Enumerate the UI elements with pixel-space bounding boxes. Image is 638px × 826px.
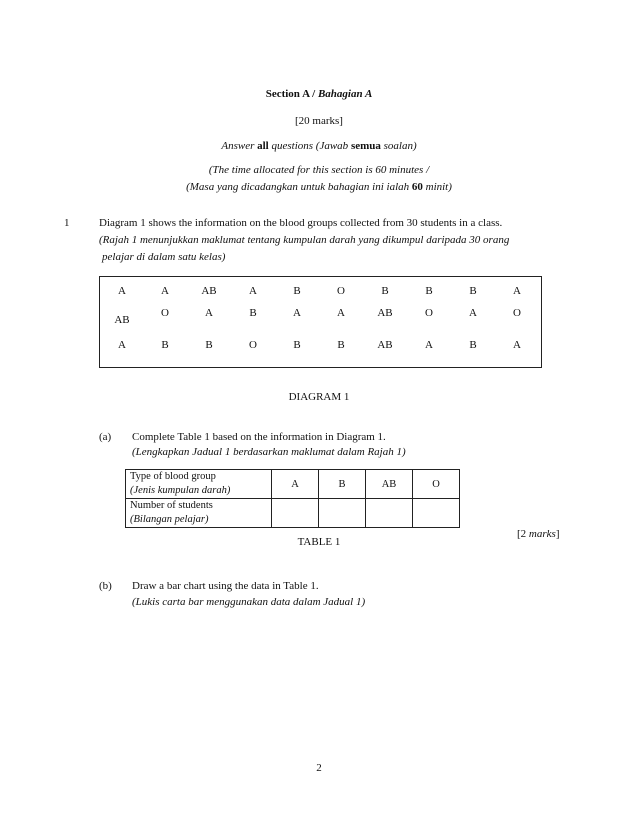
diagram-caption: DIAGRAM 1 [288,391,350,403]
time-en-text: (The time allocated for this section is 60 minutes / [208,164,430,176]
diagram-cell: A [118,339,126,351]
diagram-cell: AB [377,339,393,351]
instruction-semua: semua [350,140,381,152]
marks-word: marks [528,528,556,540]
part-b-text-ms [132,596,365,608]
diagram-cell: AB [201,285,217,297]
part-a-text-en: Complete Table 1 based on the information in Diagram 1. [132,431,386,443]
diagram-cell: A [513,285,521,297]
page-number: 2 [316,762,322,774]
part-b-label: (b) [99,580,112,592]
blood-group-cell: B [319,470,366,499]
time-allocated-en [0,164,638,176]
diagram-cell: O [425,307,433,319]
blood-group-cell: A [272,470,319,499]
table-row [126,470,460,499]
table-row [126,499,460,528]
time-allocated-ms [0,181,638,193]
diagram-cell: O [161,307,169,319]
diagram-cell: AB [114,314,130,326]
count-answer-cell[interactable] [272,499,319,528]
time-ms-pre: (Masa yang dicadangkan untuk bahagian ini ialah [186,181,410,193]
diagram-cell: B [293,339,301,351]
blood-group-cell: AB [366,470,413,499]
question-text-ms-2 [102,251,225,263]
diagram-cell: B [425,285,433,297]
question-number: 1 [64,217,70,229]
count-answer-cell[interactable] [413,499,460,528]
diagram-cell: A [337,307,345,319]
diagram-cell: B [293,285,301,297]
part-b-text-en: Draw a bar chart using the data in Table 1. [132,580,319,592]
diagram-cell: A [513,339,521,351]
row2-label-ms: (Bilangan pelajar) [130,514,209,525]
diagram-cell: B [205,339,213,351]
diagram-cell: B [161,339,169,351]
count-answer-cell[interactable] [319,499,366,528]
count-answer-cell[interactable] [366,499,413,528]
marks-pre: [2 [517,528,527,540]
question-text-ms-2-italic: pelajar di dalam satu kelas) [102,251,226,263]
row1-label-en: Type of blood group [130,471,216,482]
diagram-cell: A [425,339,433,351]
diagram-1-box [99,276,542,368]
time-ms-post: minit) [425,181,452,193]
time-ms-num: 60 [411,181,423,193]
row2-label-en: Number of students [130,500,213,511]
marks-post: ] [555,528,560,540]
instruction-post: soalan) [383,140,417,152]
diagram-cell: A [118,285,126,297]
instruction [0,140,638,152]
question-text-en: Diagram 1 shows the information on the blood groups collected from 30 students in a class. [99,217,503,229]
blood-group-cell: O [413,470,460,499]
diagram-cell: O [513,307,521,319]
diagram-cell: A [161,285,169,297]
table-header-cell [126,470,272,499]
diagram-cell: A [293,307,301,319]
part-a-text-ms [132,446,406,458]
table-header-cell [126,499,272,528]
diagram-cell: B [381,285,389,297]
diagram-cell: B [469,339,477,351]
diagram-cell: B [337,339,345,351]
part-b-text-ms-italic: (Lukis carta bar menggunakan data dalam Jadual 1) [132,596,366,608]
section-marks-text: [20 marks] [295,115,343,127]
diagram-cell: B [469,285,477,297]
diagram-cell: A [469,307,477,319]
instruction-mid: questions (Jawab [271,140,349,152]
row1-label-ms: (Jenis kumpulan darah) [130,485,231,496]
diagram-cell: A [205,307,213,319]
diagram-cell: O [337,285,345,297]
section-title [0,88,638,100]
diagram-cell: A [249,285,257,297]
diagram-cell: O [249,339,257,351]
diagram-cell: AB [377,307,393,319]
question-text-ms-1 [99,234,509,246]
section-title-ms: Bahagian A [317,88,373,100]
instruction-all: all [257,140,269,152]
diagram-cell: B [249,307,257,319]
table-caption: TABLE 1 [297,536,341,548]
section-marks [0,115,638,127]
question-text-ms-1-italic: (Rajah 1 menunjukkan maklumat tentang kumpulan darah yang dikumpul daripada 30 orang [99,234,510,246]
section-title-en: Section A / [265,88,316,100]
part-a-label: (a) [99,431,112,443]
part-a-text-ms-italic: (Lengkapkan Jadual 1 berdasarkan maklumat dalam Rajah 1) [132,446,406,458]
table-1 [125,469,460,528]
instruction-pre: Answer [221,140,255,152]
